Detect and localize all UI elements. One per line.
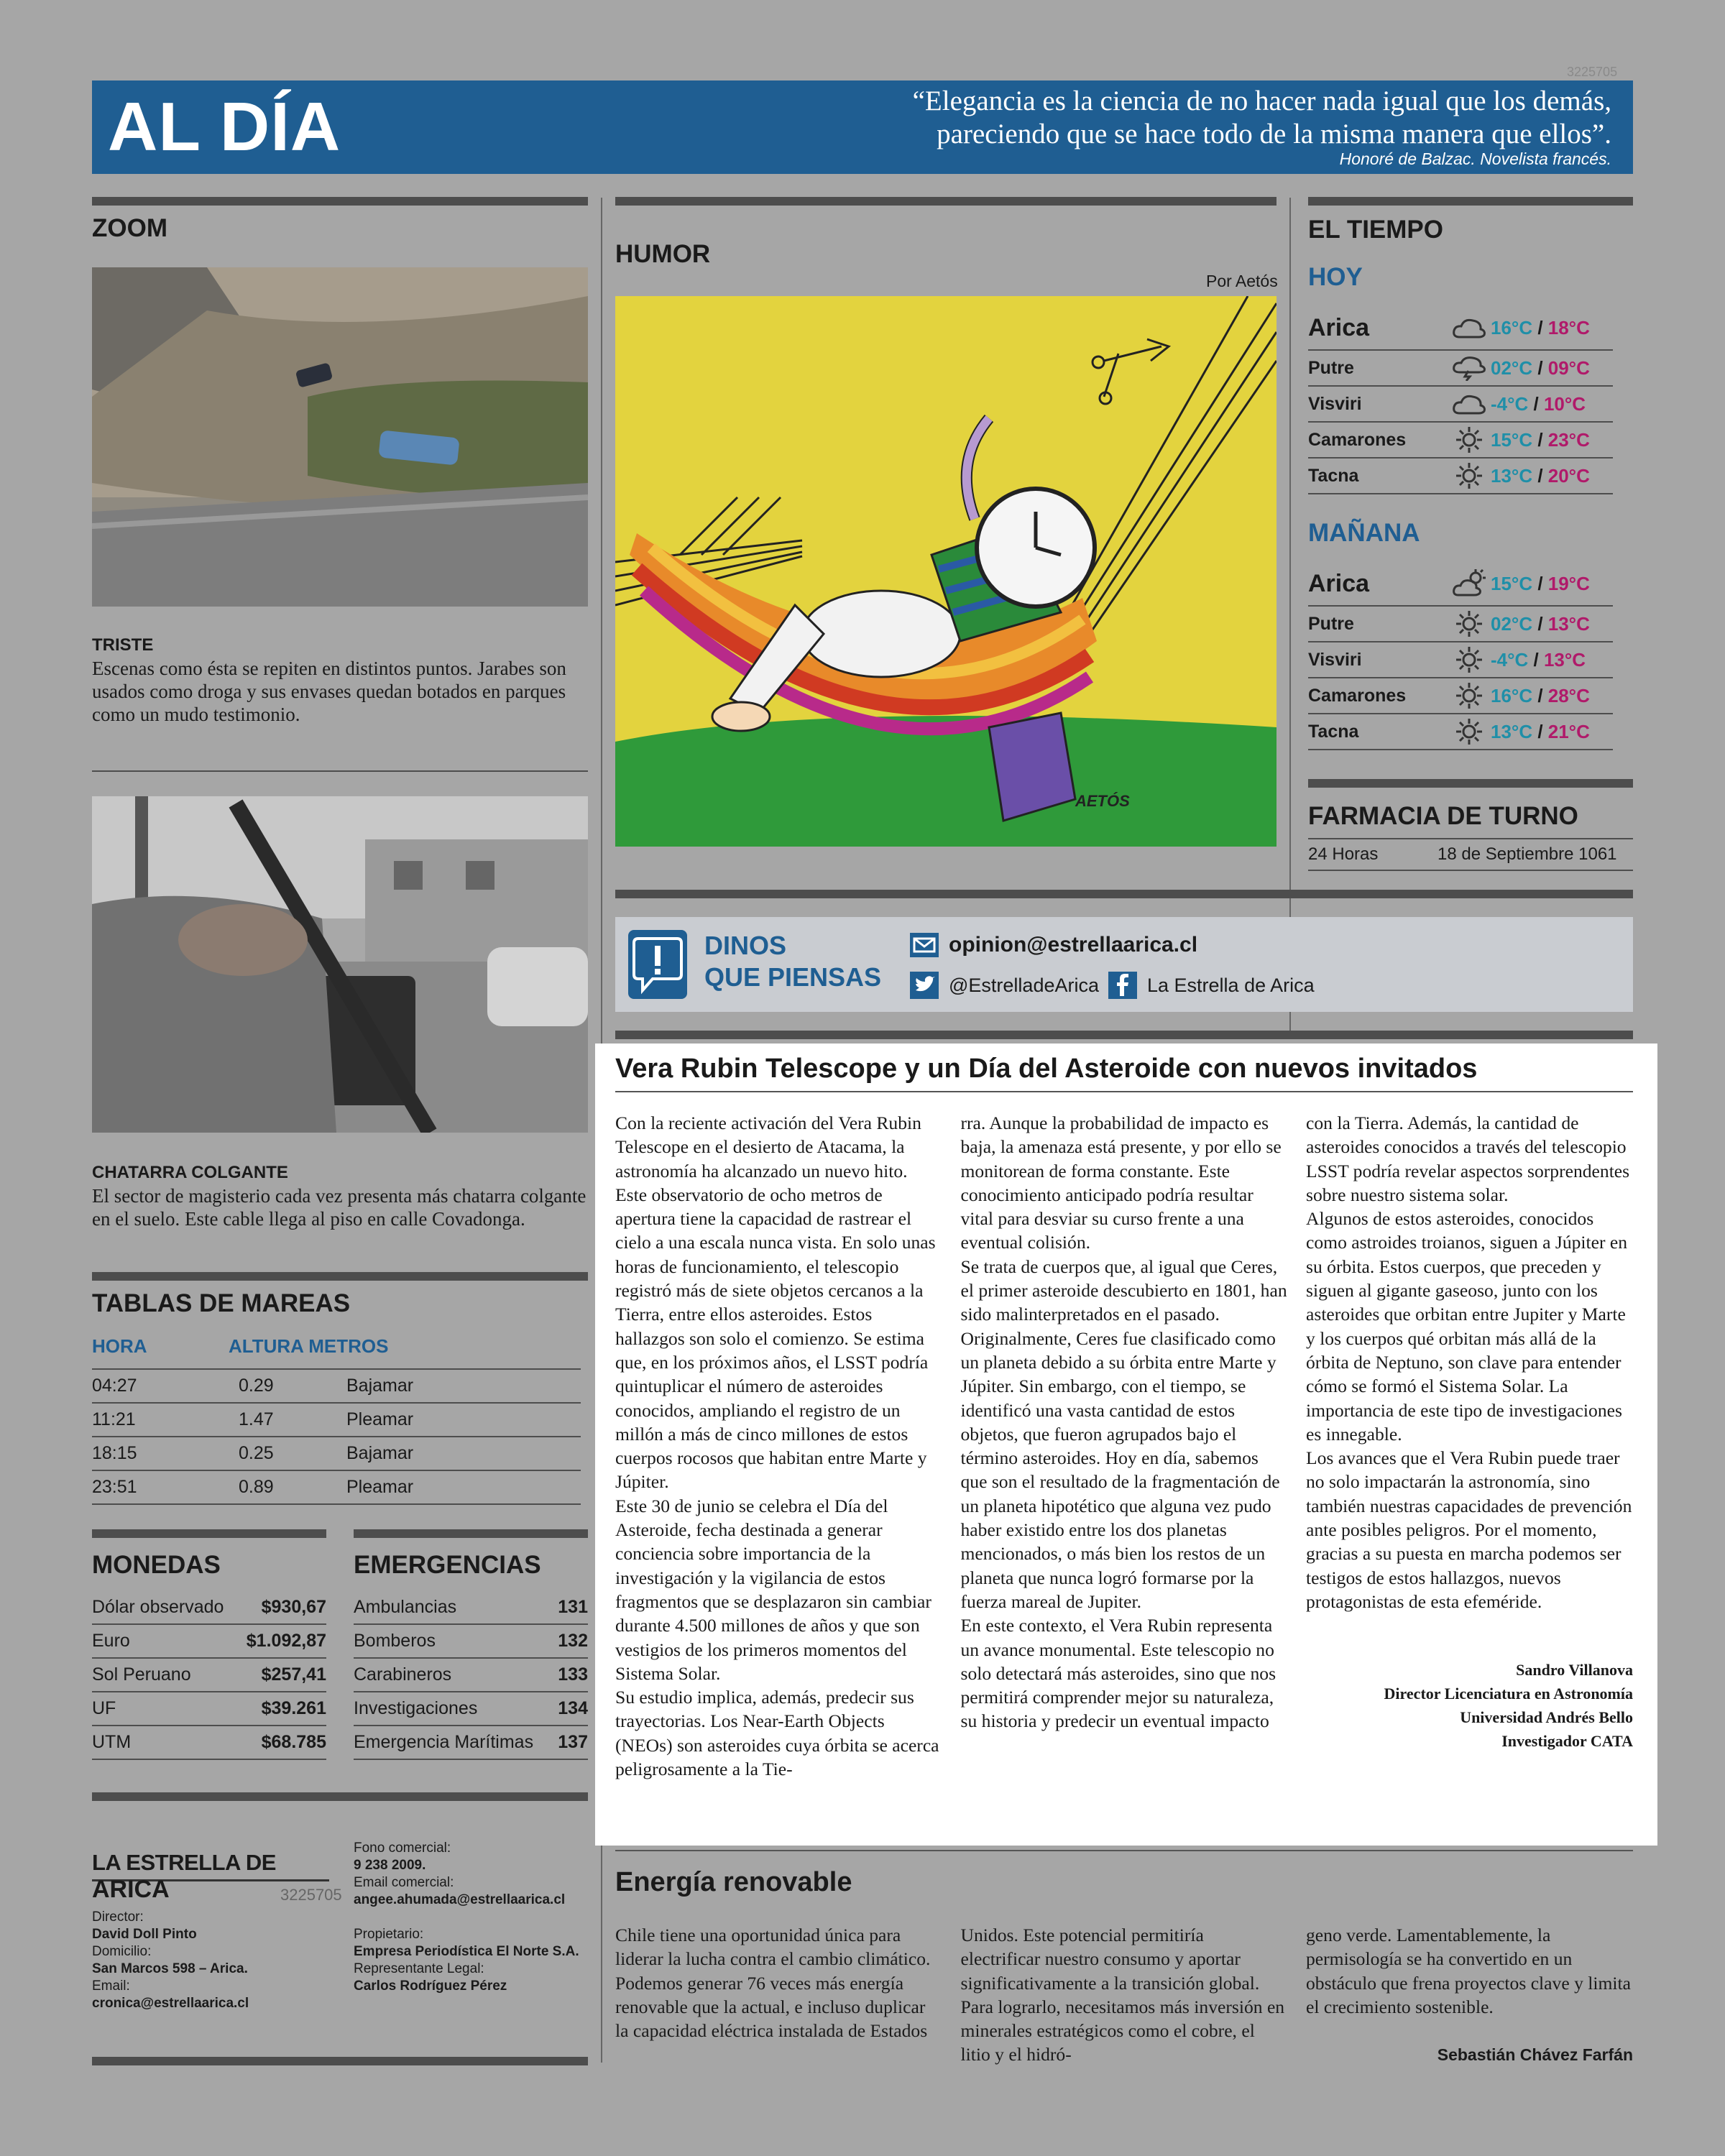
section-brand: AL DÍA [108,88,341,165]
divider-line [92,770,588,772]
currencies-title: MONEDAS [92,1551,221,1579]
sun-icon [1448,681,1491,710]
divider-bar [615,1031,1633,1039]
quote-line-1: “Elegancia es la ciencia de no hacer nada igual que los demás, [912,86,1611,116]
pharmacy-hours: 24 Horas [1308,844,1379,864]
article-body [615,1111,1633,1781]
humor-credit: Por Aetós [1206,272,1278,290]
currencies-table [92,1591,326,1760]
quote-author: Honoré de Balzac. Novelista francés. [1339,149,1611,168]
weather-today-label: HOY [1308,263,1363,291]
article-rule [615,1091,1633,1092]
article-column: geno verde. Lamentablemente, la permisología se ha convertido en un obstáculo que frena proyectos clave y limita el crecimiento sostenible. [1306,1925,1631,2017]
divider-bar [92,1792,588,1801]
header-quote [533,85,1611,151]
weather-row: Visviri -4°C / 13°C [1308,642,1613,678]
article-rule [615,1850,1633,1851]
sun-icon [1448,461,1491,490]
photo-triste-image [92,267,588,607]
caption-text: Escenas como ésta se repiten en distintos puntos. Jarabes son usados como droga y sus envases quedan botados en parques como un mudo testimonio. [92,658,566,725]
weather-title: EL TIEMPO [1308,216,1443,244]
facebook-link[interactable]: La Estrella de Arica [1108,972,1315,999]
table-row: Emergencia Marítimas 137 [354,1726,588,1760]
column-divider [1289,198,1291,1031]
table-row: Carabineros 133 [354,1659,588,1692]
caption-title: CHATARRA COLGANTE [92,1163,288,1182]
masthead-code: 3225705 [280,1886,342,1904]
humor-title: HUMOR [615,240,711,268]
divider-bar [92,2057,588,2065]
photo-chatarra-image [92,796,588,1133]
speech-alert-icon [628,930,687,999]
mail-icon [910,933,939,957]
photo-chatarra [92,796,588,1133]
table-row: 23:51 0.89 Pleamar [92,1471,581,1505]
article-column: Chile tiene una oportunidad única para liderar la lucha contra el cambio climático. Podemos generar 76 veces más energía renovable que la actual, e incluso duplicar la capacidad eléctrica instalada de Estados [615,1925,931,2042]
tides-col-height: ALTURA METROS [229,1335,389,1357]
section-header [92,80,1633,174]
divider-bar [354,1529,588,1538]
cloudy-icon [1448,315,1491,340]
sun-icon [1448,717,1491,746]
article-title: Vera Rubin Telescope y un Día del Asteroide con nuevos invitados [615,1054,1478,1084]
storm-icon [1448,355,1491,381]
article2-title: Energía renovable [615,1867,852,1897]
caption-title: TRISTE [92,635,154,655]
weather-tomorrow-list [1308,562,1613,750]
pharmacy-title: FARMACIA DE TURNO [1308,802,1578,830]
article2-author: Sebastián Chávez Farfán [1437,2045,1633,2064]
sun-icon [1448,645,1491,674]
weather-row: Visviri -4°C / 10°C [1308,387,1613,423]
dinos-title: DINOS QUE PIENSAS [704,931,882,992]
divider-bar [615,197,1276,206]
article-column: rra. Aunque la probabilidad de impacto es baja, la amenaza está presente, y por ello se monitorean de forma constante. Este conocimiento anticipado podría resultar vital para desviar su curso frente a una eventual colisión. Se trata de cuerpos que, al igual que Ceres, el primer asteroide descubierto en 1801, han sido malinterpretados en el pasado. Originalmente, Ceres fue clasificado como un planeta debido a su órbita entre Marte y Júpiter. Sin embargo, con el tiempo, se identificó una vasta cantidad de estos objetos, que fueron agrupados bajo el término asteroides. Hoy en día, sabemos que son el resultado de la fragmentación de un planeta hipotético que alguna vez pudo haber existido entre los dos planetas mencionados, o más bien los restos de un planeta que nunca logró formarse por la fuerza mareal de Jupiter. En este contexto, el Vera Rubin representa un avance monumental. Este telescopio no solo detectará más asteroides, sino que nos permitirá comprender mejor su naturaleza, su historia y predecir un eventual impacto [960,1112,1287,1732]
divider-bar [92,1272,588,1281]
table-row: Sol Peruano $257,41 [92,1659,326,1692]
masthead-contact: Fono comercial: 9 238 2009. Email comercial: angee.ahumada@estrellaarica.cl [354,1841,566,1907]
emergencies-table [354,1591,588,1760]
caption-text: El sector de magisterio cada vez presenta más chatarra colgante en el suelo. Este cable llega al piso en calle Covadonga. [92,1185,586,1230]
logo-text-b: ARICA [92,1876,170,1903]
weather-row: Putre 02°C / 09°C [1308,351,1613,387]
article-vera-rubin [595,1044,1657,1846]
table-row: 11:21 1.47 Pleamar [92,1404,581,1437]
weather-row: Tacna 13°C / 20°C [1308,459,1613,494]
article-column: con la Tierra. Además, la cantidad de asteroides conocidos a través del telescopio LSST podría revelar aspectos sorprendentes sobre nuestro sistema solar. Algunos de estos asteroides, conocidos como astroides troianos, siguen a Júpiter en su órbita. Estos cuerpos, que preceden y siguen al gigante gaseoso, junto con los asteroides que orbitan entre Jupiter y Marte y los cuerpos qué orbitan más allá de la órbita de Neptuno, son clave para entender cómo se formó el Sistema Solar. La importancia de este tipo de investigaciones es innegable. Los avances que el Vera Rubin puede traer no solo impactarán la astronomía, sino también nuestras capacidades de prevención ante posibles peligros. Por el momento, gracias a su puesta en marcha podemos ser testigos de estos hallazgos, nuevos protagonistas de esta efeméride. Sandro Villanova Director Licenciatura en Astronomía Universidad Andrés Bello Investigador CATA [1306,1111,1633,1781]
weather-row: Camarones 16°C / 28°C [1308,678,1613,714]
divider-bar [1308,197,1633,206]
humor-cartoon [615,296,1276,847]
cartoon-hammock-image [615,296,1276,847]
cloudy-icon [1448,392,1491,416]
quote-line-2: pareciendo que se hace todo de la misma manera que ellos”. [937,119,1611,149]
facebook-icon [1108,972,1137,999]
tides-table [92,1368,581,1505]
table-row: 18:15 0.25 Bajamar [92,1437,581,1471]
sun-icon [1448,425,1491,454]
logo-text-a: LA ESTRELLA DE [92,1850,276,1875]
table-row: Dólar observado $930,67 [92,1591,326,1625]
table-row: Euro $1.092,87 [92,1625,326,1659]
weather-row: Arica 16°C / 18°C [1308,306,1613,351]
dinos-banner [615,917,1633,1012]
zoom-title: ZOOM [92,214,167,242]
twitter-icon [910,972,939,999]
sun-icon [1448,609,1491,638]
page-code: 3225705 [1567,65,1618,79]
article-column: Con la reciente activación del Vera Rubin Telescope en el desierto de Atacama, la astronomía ha alcanzado un nuevo hito. Este observatorio de ocho metros de apertura tiene la capacidad de rastrear el cielo a una escala nunca vista. En solo unas horas de funcionamiento, el telescopio registró más de siete objetos cercanos a la Tierra, entre ellos asteroides. Estos hallazgos son solo el comienzo. Se estima que, en los próximos años, el LSST podría quintuplicar el número de asteroides conocidos, ampliando el registro de un millón a más de cinco millones de estos cuerpos rocosos que habitan entre Marte y Júpiter. Este 30 de junio se celebra el Día del Asteroide, fecha destinada a generar conciencia sobre importancia de la investigación y la vigilancia de estos fragmentos que se desplazaron sin cambiar durante 4.500 millones de años y que son vestigios de los primeros momentos del Sistema Solar. Su estudio implica, además, predecir sus trayectorias. Los Near-Earth Objects (NEOs) son asteroides cuya órbita se acerca peligrosamente a la Tie- [615,1112,939,1780]
weather-row: Putre 02°C / 13°C [1308,607,1613,642]
table-row: UTM $68.785 [92,1726,326,1760]
weather-tomorrow-label: MAÑANA [1308,519,1420,547]
weather-row: Tacna 13°C / 21°C [1308,714,1613,750]
pharmacy-info [1308,838,1633,871]
divider-bar [92,1529,326,1538]
masthead-staff: Director: David Doll Pinto Domicilio: San Marcos 598 – Arica. Email: cronica@estrellaarica.cl [92,1909,249,2011]
divider-bar [92,197,588,206]
pharmacy-address: 18 de Septiembre 1061 [1438,844,1617,864]
table-row: Bomberos 132 [354,1625,588,1659]
table-row: UF $39.261 [92,1692,326,1726]
masthead-owner: Propietario: Empresa Periodística El Norte S.A. Representante Legal: Carlos Rodríguez Pérez [354,1927,579,1994]
tides-col-hour: HORA [92,1335,147,1357]
photo-triste [92,267,588,607]
article-column: Unidos. Este potencial permitiría electrificar nuestro consumo y aportar significativamente a la transición global. Para lograrlo, necesitamos más inversión en minerales estratégicos como el cobre, el litio y el hidró- [960,1925,1285,2065]
twitter-link[interactable]: @EstrelladeArica [910,972,1099,999]
divider-bar [615,890,1633,898]
weather-row: Arica 15°C / 19°C [1308,562,1613,607]
table-row: Investigaciones 134 [354,1692,588,1726]
emergencies-title: EMERGENCIAS [354,1551,541,1579]
weather-row: Camarones 15°C / 23°C [1308,423,1613,459]
article-signature: Sandro Villanova Director Licenciatura en Astronomía Universidad Andrés Bello Investigador CATA [1384,1661,1633,1751]
opinion-email-link[interactable]: opinion@estrellaarica.cl [910,933,1197,957]
partly-cloudy-icon [1448,569,1491,598]
weather-today-list [1308,306,1613,494]
table-row: Ambulancias 131 [354,1591,588,1625]
table-row: 04:27 0.29 Bajamar [92,1370,581,1404]
tides-title: TABLAS DE MAREAS [92,1289,351,1317]
divider-bar [1308,779,1633,788]
cartoon-signature: AETÓS [1075,792,1130,810]
